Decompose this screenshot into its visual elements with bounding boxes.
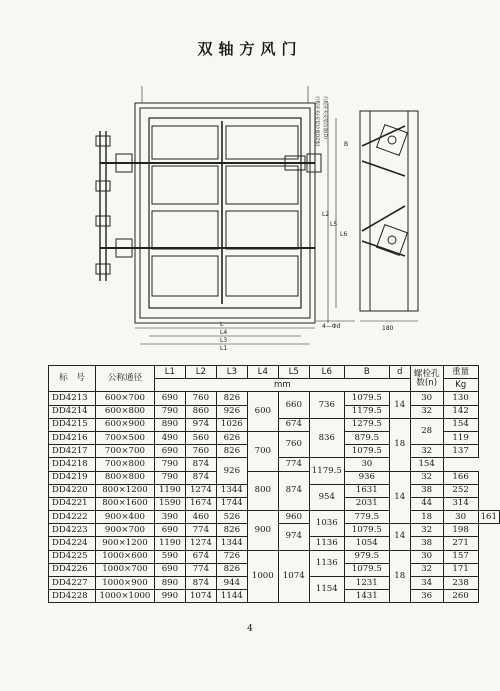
cell-bolt: 32 <box>410 563 443 576</box>
cell-model: DD4224 <box>49 537 96 550</box>
cell-weight: 171 <box>443 563 478 576</box>
table-row <box>49 511 500 524</box>
cell-dn: 700×800 <box>95 458 154 471</box>
cell-weight: 271 <box>443 537 478 550</box>
cell-l2: 1674 <box>185 497 216 510</box>
cell-weight: 130 <box>443 392 478 405</box>
cell-weight: 198 <box>443 524 478 537</box>
cell-weight: 161 <box>478 511 499 524</box>
cell-b: 979.5 <box>344 550 389 563</box>
cell-l1: 790 <box>154 458 185 471</box>
header-unit-mm: mm <box>154 379 410 392</box>
cell-l1: 790 <box>154 405 185 418</box>
cell-l1: 890 <box>154 418 185 431</box>
cell-bolt: 34 <box>410 577 443 590</box>
dim-label-b: B <box>344 141 349 148</box>
cell-weight: 154 <box>443 418 478 431</box>
header-l4: L4 <box>247 366 278 379</box>
cell-l2: 974 <box>185 418 216 431</box>
cell-l2: 774 <box>185 563 216 576</box>
cell-b: 1279.5 <box>344 418 389 431</box>
dim-label-l1: L1 <box>220 345 228 351</box>
spec-table-wrap <box>48 365 500 603</box>
cell-dn: 800×800 <box>95 471 154 484</box>
cell-model: DD4216 <box>49 431 96 444</box>
page-number: 4 <box>247 624 253 634</box>
cell-b: 936 <box>344 471 389 484</box>
cell-weight: 119 <box>443 431 478 444</box>
cell-model: DD4225 <box>49 550 96 563</box>
cell-weight: 314 <box>443 497 478 510</box>
cell-model: DD4214 <box>49 405 96 418</box>
cell-l2: 874 <box>185 458 216 471</box>
cell-l3: 926 <box>216 405 247 418</box>
cell-l3: 826 <box>216 524 247 537</box>
cell-l6: 736 <box>309 392 344 418</box>
cell-l2: 860 <box>185 405 216 418</box>
header-weight: 重量 <box>443 366 478 379</box>
cell-l3: 1026 <box>216 418 247 431</box>
cell-dn: 1000×1000 <box>95 590 154 603</box>
cell-l3: 526 <box>216 511 247 524</box>
header-unit-kg: Kg <box>443 379 478 392</box>
cell-weight: 260 <box>443 590 478 603</box>
cell-bolt: 44 <box>410 497 443 510</box>
cell-l1: 1590 <box>154 497 185 510</box>
cell-l5: 660 <box>278 392 309 418</box>
cell-b: 1079.5 <box>344 392 389 405</box>
cell-dn: 600×900 <box>95 418 154 431</box>
cell-l1: 890 <box>154 577 185 590</box>
cell-l3: 1344 <box>216 484 247 497</box>
hole-note: 4—Φd <box>322 323 341 330</box>
cell-b: 1079.5 <box>344 445 389 458</box>
cell-model: DD4226 <box>49 563 96 576</box>
cell-l3: 826 <box>216 445 247 458</box>
cell-model: DD4220 <box>49 484 96 497</box>
cell-l1: 590 <box>154 550 185 563</box>
cell-l3: 726 <box>216 550 247 563</box>
cell-l4: 1000 <box>247 550 278 603</box>
cell-d: 18 <box>389 418 410 471</box>
cell-l1: 790 <box>154 471 185 484</box>
dim-label-l: L <box>220 321 224 328</box>
cell-bolt: 32 <box>410 471 443 484</box>
cell-weight: 157 <box>443 550 478 563</box>
cell-d: 18 <box>410 511 443 524</box>
cell-bolt: 30 <box>443 511 478 524</box>
table-row <box>49 392 500 405</box>
header-dn: 公称通径 <box>95 366 154 392</box>
cell-l1: 390 <box>154 511 185 524</box>
dim-label-l6: L6 <box>340 231 348 238</box>
cell-bolt: 30 <box>344 458 389 471</box>
cell-l5: 960 <box>278 511 309 524</box>
cell-l3: 1344 <box>216 537 247 550</box>
cell-l6: 954 <box>309 484 344 510</box>
cell-l2: 1074 <box>185 590 216 603</box>
cell-l3: 826 <box>216 392 247 405</box>
cell-model: DD4223 <box>49 524 96 537</box>
switch-note-1: 行程开关(安装位置DZ形) <box>314 96 319 147</box>
cell-bolt: 32 <box>410 524 443 537</box>
cell-l4: 600 <box>247 392 278 432</box>
cell-weight: 137 <box>443 445 478 458</box>
cell-bolt: 32 <box>410 405 443 418</box>
cell-l4: 700 <box>247 431 278 471</box>
cell-l1: 1190 <box>154 484 185 497</box>
cell-l2: 760 <box>185 445 216 458</box>
cell-model: DD4222 <box>49 511 96 524</box>
cell-b: 1079.5 <box>344 563 389 576</box>
damper-drawing <box>60 66 450 351</box>
cell-model: DD4213 <box>49 392 96 405</box>
cell-b: 779.5 <box>344 511 389 524</box>
cell-l4: 900 <box>247 511 278 551</box>
header-l3: L3 <box>216 366 247 379</box>
cell-d: 14 <box>389 524 410 550</box>
cell-l5: 774 <box>278 458 309 471</box>
cell-b: 1079.5 <box>344 524 389 537</box>
cell-model: DD4219 <box>49 471 96 484</box>
cell-dn: 1000×600 <box>95 550 154 563</box>
cell-l2: 460 <box>185 511 216 524</box>
cell-dn: 600×700 <box>95 392 154 405</box>
header-d: d <box>389 366 410 379</box>
cell-bolt: 32 <box>410 445 443 458</box>
cell-model: DD4227 <box>49 577 96 590</box>
cell-b: 1054 <box>344 537 389 550</box>
side-dim-label: 180 <box>382 325 394 332</box>
cell-b: 1631 <box>344 484 389 497</box>
cell-bolt: 28 <box>410 418 443 444</box>
cell-d: 14 <box>389 471 410 524</box>
cell-l3: 626 <box>216 431 247 444</box>
cell-l1: 490 <box>154 431 185 444</box>
table-row <box>49 471 500 484</box>
cell-dn: 700×700 <box>95 445 154 458</box>
cell-l1: 690 <box>154 524 185 537</box>
dim-label-l4: L4 <box>220 329 228 336</box>
cell-weight: 238 <box>443 577 478 590</box>
cell-l1: 990 <box>154 590 185 603</box>
dim-label-l3: L3 <box>220 337 228 344</box>
header-b: B <box>344 366 389 379</box>
cell-bolt: 36 <box>410 590 443 603</box>
cell-l3: 944 <box>216 577 247 590</box>
cell-l2: 674 <box>185 550 216 563</box>
cell-dn: 800×1200 <box>95 484 154 497</box>
cell-l6: 1136 <box>309 537 344 550</box>
table-row <box>49 550 500 563</box>
cell-l5: 874 <box>278 471 309 511</box>
cell-model: DD4215 <box>49 418 96 431</box>
cell-b: 879.5 <box>344 431 389 444</box>
cell-l6: 1036 <box>309 511 344 537</box>
cell-dn: 900×700 <box>95 524 154 537</box>
cell-l1: 1190 <box>154 537 185 550</box>
header-l2: L2 <box>185 366 216 379</box>
cell-model: DD4217 <box>49 445 96 458</box>
cell-weight: 142 <box>443 405 478 418</box>
header-model: 标 号 <box>49 366 96 392</box>
cell-dn: 800×1600 <box>95 497 154 510</box>
cell-weight: 166 <box>443 471 478 484</box>
cell-l1: 690 <box>154 563 185 576</box>
switch-note-2: 行程开关安装位置(D) <box>322 96 327 139</box>
cell-l5: 674 <box>278 418 309 431</box>
cell-dn: 900×1200 <box>95 537 154 550</box>
page-title: 双轴方风门 <box>197 40 303 58</box>
cell-b: 1179.5 <box>344 405 389 418</box>
cell-bolt: 30 <box>410 550 443 563</box>
cell-b: 2031 <box>344 497 389 510</box>
cell-l2: 1274 <box>185 537 216 550</box>
cell-b: 1231 <box>344 577 389 590</box>
header-bolt: 螺栓孔数(n) <box>410 366 443 392</box>
cell-l6: 1154 <box>309 577 344 603</box>
cell-l5: 760 <box>278 431 309 457</box>
cell-b: 1179.5 <box>309 458 344 484</box>
cell-l2: 1274 <box>185 484 216 497</box>
cell-model: DD4218 <box>49 458 96 471</box>
cell-l5: 974 <box>278 524 309 550</box>
cell-l1: 690 <box>154 445 185 458</box>
cell-l4: 800 <box>247 471 278 511</box>
cell-l6: 836 <box>309 418 344 458</box>
cell-l3: 1744 <box>216 497 247 510</box>
cell-dn: 1000×900 <box>95 577 154 590</box>
cell-l3: 1144 <box>216 590 247 603</box>
cell-weight: 154 <box>410 458 443 471</box>
cell-b: 1431 <box>344 590 389 603</box>
dim-label-l2: L2 <box>322 211 330 218</box>
cell-d: 18 <box>389 550 410 603</box>
cell-l1: 690 <box>154 392 185 405</box>
cell-l3: 926 <box>216 458 247 484</box>
cell-model: DD4221 <box>49 497 96 510</box>
spec-table <box>48 365 500 603</box>
cell-dn: 600×800 <box>95 405 154 418</box>
cell-l2: 774 <box>185 524 216 537</box>
cell-model: DD4228 <box>49 590 96 603</box>
cell-weight: 252 <box>443 484 478 497</box>
header-l5: L5 <box>278 366 309 379</box>
header-l1: L1 <box>154 366 185 379</box>
cell-d: 14 <box>389 392 410 418</box>
cell-l2: 874 <box>185 471 216 484</box>
cell-dn: 1000×700 <box>95 563 154 576</box>
cell-l2: 874 <box>185 577 216 590</box>
cell-dn: 900×400 <box>95 511 154 524</box>
cell-l6: 1136 <box>309 550 344 576</box>
cell-l3: 826 <box>216 563 247 576</box>
cell-bolt: 38 <box>410 537 443 550</box>
cell-bolt: 38 <box>410 484 443 497</box>
header-l6: L6 <box>309 366 344 379</box>
dim-label-l5: L5 <box>330 221 338 228</box>
cell-l2: 560 <box>185 431 216 444</box>
cell-l2: 760 <box>185 392 216 405</box>
cell-l5: 1074 <box>278 550 309 603</box>
cell-dn: 700×500 <box>95 431 154 444</box>
cell-bolt: 30 <box>410 392 443 405</box>
